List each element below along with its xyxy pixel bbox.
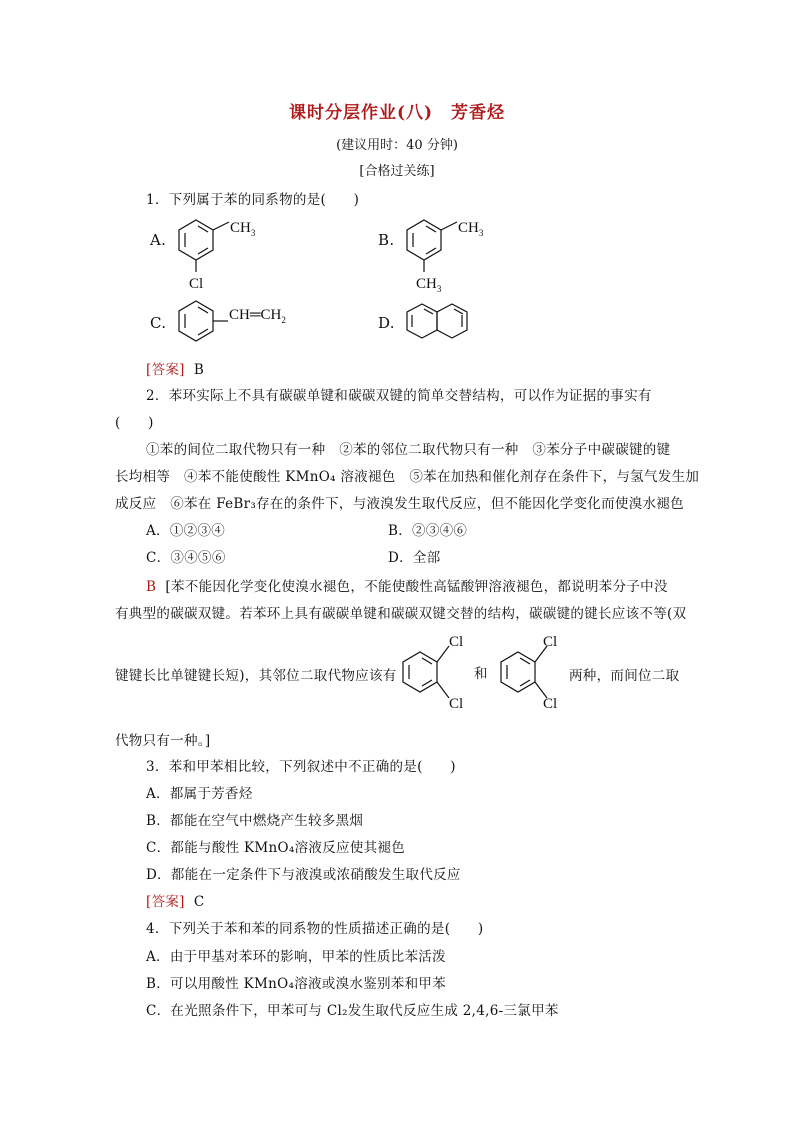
q1-answer	[146, 358, 204, 378]
q2-and-word: 和	[474, 666, 488, 682]
q2-facts-line1: ①苯的间位二取代物只有一种 ②苯的邻位二取代物只有一种 ③苯分子中碳碳键的键	[146, 442, 671, 458]
q2-option-d: D．全部	[388, 550, 441, 566]
q3-option-a: A．都属于芳香烃	[146, 786, 253, 802]
q1-b-ch-sub: 3	[478, 228, 484, 238]
q2-stem-line1: 2．苯环实际上不具有碳碳单键和碳碳双键的简单交替结构，可以作为证据的事实有	[146, 388, 652, 404]
q1-option-b-label: B.	[378, 231, 395, 249]
q2-explanation-line2: 有典型的碳碳双键。若苯环上具有碳碳单键和碳碳双键交替的结构，碳碳键的键长应该不等(双	[115, 606, 687, 622]
q2-facts-line3: 成反应 ⑥苯在 FeBr₃存在的条件下，与液溴发生取代反应，但不能因化学变化而使溴水褪色	[115, 496, 684, 512]
q2-explanation-line1	[146, 575, 668, 595]
q2-explanation-line4: 代物只有一种。]	[115, 733, 211, 749]
q1-option-c-structure	[174, 298, 324, 344]
svg-text:CH3	[458, 220, 484, 238]
q2-stem-line2: ( )	[115, 415, 154, 431]
q1-c-ch2-sub: 2	[281, 315, 286, 325]
q2-s1-cl-top: Cl	[449, 634, 464, 650]
q2-option-a: A．①②③④	[146, 523, 226, 539]
q4-option-c: C．在光照条件下，甲苯可与 Cl₂发生取代反应生成 2,4,6-三氯甲苯	[146, 1003, 559, 1019]
q2-answer-value: B	[146, 579, 157, 595]
q1-stem: 1．下列属于苯的同系物的是( )	[146, 192, 360, 208]
q1-option-a-label: A.	[150, 231, 167, 249]
time-hint: (建议用时：40 分钟)	[336, 138, 458, 153]
q2-ortho-structure-1	[400, 628, 480, 716]
q1-b-ch-text: CH	[458, 220, 479, 236]
q3-answer-tag: [答案]	[146, 894, 185, 910]
q1-answer-value: B	[193, 362, 205, 378]
q2-ortho-structure-2	[498, 628, 578, 716]
q2-option-b: B．②③④⑥	[388, 523, 468, 539]
q1-option-c-label: C.	[150, 314, 167, 332]
q2-facts-line2: 长均相等 ④苯不能使酸性 KMnO₄ 溶液褪色 ⑤苯在加热和催化剂存在条件下，与氢气发生加	[115, 469, 700, 485]
q1-b-ch2-sub: 3	[436, 284, 442, 294]
q4-stem: 4．下列关于苯和苯的同系物的性质描述正确的是( )	[146, 921, 484, 937]
svg-text:CH═CH2	[229, 307, 286, 325]
q1-c-bond: ═	[249, 307, 261, 323]
q4-option-a: A．由于甲基对苯环的影响，甲苯的性质比苯活泼	[146, 949, 446, 965]
q3-option-d: D．都能在一定条件下与液溴或浓硝酸发生取代反应	[146, 867, 461, 883]
q1-answer-tag: [答案]	[146, 362, 185, 378]
svg-text:CH3	[416, 276, 442, 294]
q2-expl-text1: [苯不能因化学变化使溴水褪色，不能使酸性高锰酸钾溶液褪色，都说明苯分子中没	[165, 579, 668, 595]
q1-option-a-structure	[174, 216, 284, 294]
q3-answer-value: C	[193, 894, 205, 910]
q1-c-ch-text: CH	[229, 307, 250, 323]
q2-s2-cl-top: Cl	[543, 634, 558, 650]
q2-s1-cl-bottom: Cl	[449, 696, 464, 712]
q2-s2-cl-bottom: Cl	[543, 696, 558, 712]
q1-a-ch-text: CH	[230, 220, 251, 236]
q1-a-cl-text: Cl	[189, 276, 204, 292]
q1-option-b-structure	[402, 216, 512, 298]
q1-option-d-label: D.	[378, 314, 395, 332]
q3-option-c: C．都能与酸性 KMnO₄溶液反应使其褪色	[146, 840, 406, 856]
q1-c-ch2-text: CH	[260, 307, 282, 323]
q1-b-ch2-text: CH	[416, 276, 437, 292]
q2-explanation-line3a: 键键长比单键键长短)，其邻位二取代物应该有	[115, 668, 397, 684]
q2-option-c: C．③④⑤⑥	[146, 550, 226, 566]
q1-a-ch-sub: 3	[250, 228, 256, 238]
q4-option-b: B．可以用酸性 KMnO₄溶液或溴水鉴别苯和甲苯	[146, 976, 446, 992]
q3-option-b: B．都能在空气中燃烧产生较多黑烟	[146, 813, 364, 829]
q1-option-d-naphthalene	[405, 302, 475, 342]
svg-text:CH3	[230, 220, 256, 238]
q2-explanation-line3b: 两种，而间位二取	[569, 668, 680, 684]
section-heading: [合格过关练]	[359, 164, 435, 179]
q3-answer	[146, 890, 205, 910]
q3-stem: 3．苯和甲苯相比较，下列叙述中不正确的是( )	[146, 759, 456, 775]
page-title: 课时分层作业(八) 芳香烃	[288, 103, 506, 123]
